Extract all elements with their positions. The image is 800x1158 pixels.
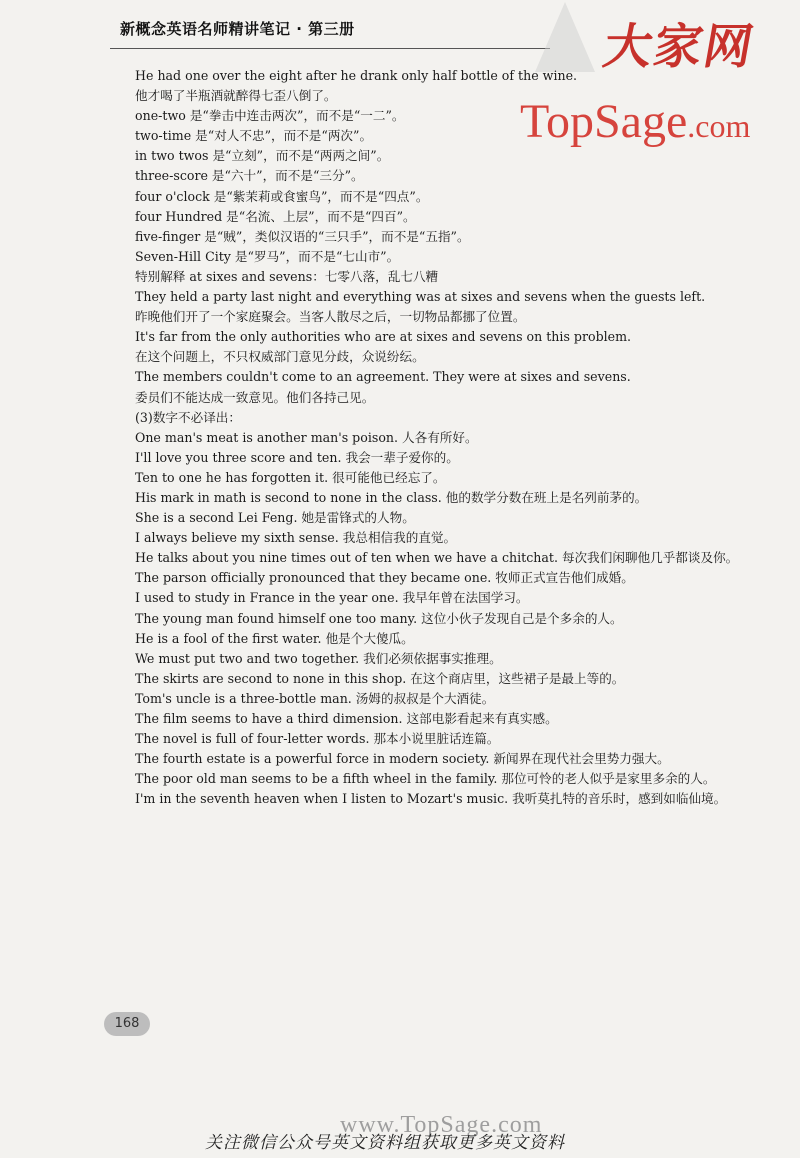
- text-line: one-two 是“拳击中连击两次”，而不是“一二”。: [135, 108, 405, 124]
- text-line: The film seems to have a third dimension. 这部电影看起来有真实感。: [135, 711, 558, 726]
- text-line: It's far from the only authorities who are at sixes and sevens on this problem.: [135, 329, 632, 345]
- text-line: I'm in the seventh heaven when I listen to Mozart's music. 我听莫扎特的音乐时，感到如临仙境。: [135, 791, 727, 807]
- text-line: We must put two and two together. 我们必须依据事实推理。: [135, 650, 502, 666]
- text-line: five-finger 是“贼”，类似汉语的“三只手”，而不是“五指”。: [135, 228, 470, 244]
- text-line: four Hundred 是“名流、上层”，而不是“四百”。: [135, 208, 416, 224]
- text-line: She is a second Lei Feng. 她是雷锋式的人物。: [135, 510, 415, 526]
- text-line: 委员们不能达成一致意见。他们各持己见。: [135, 389, 375, 405]
- text-line: His mark in math is second to none in the class. 他的数学分数在班上是名列前茅的。: [135, 489, 648, 505]
- text-line: three-score 是“六十”，而不是“三分”。: [135, 168, 364, 184]
- page-number: 168: [104, 1012, 150, 1036]
- watermark-triangle: [535, 2, 595, 72]
- text-line: He talks about you nine times out of ten when we have a chitchat. 每次我们闲聊他几乎都谈及你。: [135, 550, 739, 566]
- text-line: The novel is full of four-letter words. 那本小说里脏话连篇。: [135, 731, 500, 747]
- text-line: 他才喝了半瓶酒就醉得七歪八倒了。: [135, 88, 337, 104]
- text-line: two-time 是“对人不忠”，而不是“两次”。: [135, 128, 373, 144]
- text-line: 在这个问题上，不只权威部门意见分歧，众说纷纭。: [135, 349, 425, 365]
- text-line: They held a party last night and everything was at sixes and sevens when the guests left.: [135, 289, 706, 305]
- text-line: Tom's uncle is a three-bottle man. 汤姆的叔叔是个大酒徒。: [135, 690, 495, 706]
- watermark-logo-en-main: TopSage: [520, 95, 688, 148]
- running-header: 新概念英语名师精讲笔记 · 第三册: [120, 20, 355, 38]
- watermark-logo-en-suffix: .com: [687, 108, 751, 144]
- text-line: four o'clock 是“紫茉莉或食蜜鸟”，而不是“四点”。: [135, 188, 429, 204]
- text-line: 特别解释 at sixes and sevens：七零八落，乱七八糟: [135, 268, 439, 284]
- text-line: I'll love you three score and ten. 我会一辈子爱你的。: [135, 449, 459, 465]
- footer-watermark-url: www.TopSage.com: [340, 1112, 543, 1138]
- text-line: Ten to one he has forgotten it. 很可能他已经忘了。: [135, 469, 446, 485]
- header-rule: [110, 48, 550, 49]
- text-line: I used to study in France in the year one. 我早年曾在法国学习。: [135, 590, 529, 606]
- text-line: I always believe my sixth sense. 我总相信我的直觉。: [135, 530, 457, 546]
- text-line: The skirts are second to none in this shop. 在这个商店里，这些裙子是最上等的。: [135, 670, 625, 686]
- text-line: One man's meat is another man's poison. 人各有所好。: [135, 429, 478, 445]
- text-line: (3)数字不必译出：: [135, 409, 241, 425]
- text-line: Seven-Hill City 是“罗马”，而不是“七山市”。: [135, 248, 400, 264]
- text-line: The parson officially pronounced that they became one. 牧师正式宣告他们成婚。: [135, 570, 634, 586]
- text-line: The young man found himself one too many. 这位小伙子发现自己是个多余的人。: [135, 610, 623, 626]
- footer-note: 关注微信公众号英文资料组获取更多英文资料: [205, 1133, 565, 1153]
- page-body-text: [135, 66, 739, 809]
- text-line: He is a fool of the first water. 他是个大傻瓜。: [135, 630, 414, 646]
- text-line: The fourth estate is a powerful force in modern society. 新闻界在现代社会里势力强大。: [135, 751, 670, 767]
- text-line: 昨晚他们开了一个家庭聚会。当客人散尽之后，一切物品都挪了位置。: [135, 309, 526, 325]
- watermark-logo-cn: 大家网: [599, 19, 760, 75]
- text-line: The poor old man seems to be a fifth wheel in the family. 那位可怜的老人似乎是家里多余的人。: [135, 771, 716, 787]
- text-line: He had one over the eight after he drank only half bottle of the wine.: [135, 68, 578, 83]
- text-line: in two twos 是“立刻”，而不是“两两之间”。: [135, 148, 390, 164]
- text-line: The members couldn't come to an agreement. They were at sixes and sevens.: [135, 369, 631, 385]
